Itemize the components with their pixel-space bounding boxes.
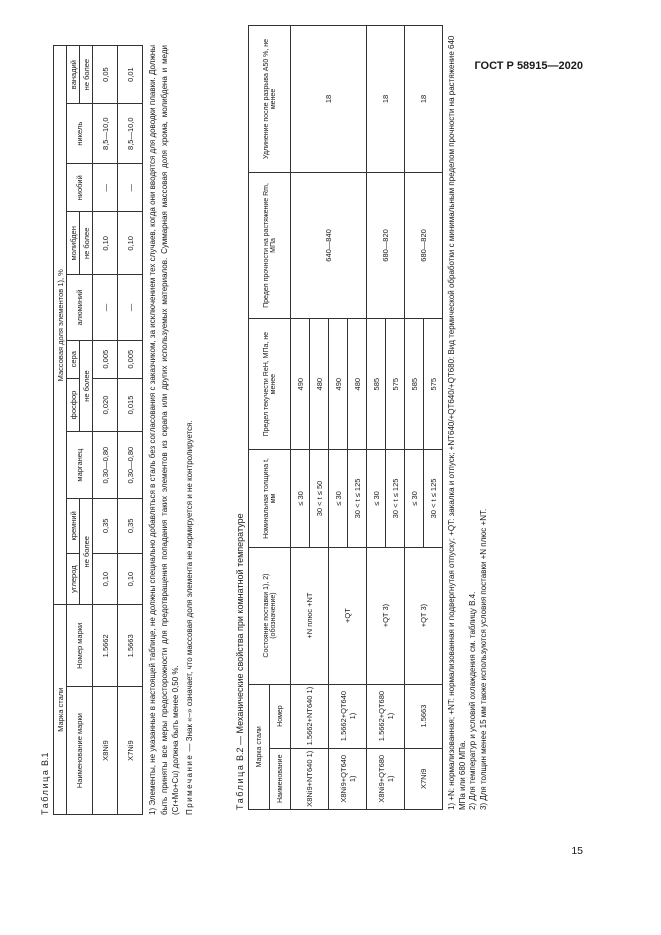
cell: 490 bbox=[291, 318, 310, 449]
cell: — bbox=[93, 275, 118, 340]
cell: 0,10 bbox=[118, 553, 143, 605]
cell: ≤ 30 bbox=[367, 450, 386, 547]
ne-bolee-label: не более bbox=[80, 340, 93, 432]
cell: 1.5663 bbox=[118, 605, 143, 687]
cell: 480 bbox=[348, 318, 367, 449]
cell: 30 < t ≤ 50 bbox=[310, 450, 329, 547]
cell: 575 bbox=[424, 318, 443, 449]
ne-bolee-label: не более bbox=[80, 212, 93, 275]
cell: 1.5662 bbox=[93, 605, 118, 687]
cell: 0,005 bbox=[118, 340, 143, 378]
cell: 8,5—10,0 bbox=[93, 104, 118, 164]
col-tensile: Предел прочности на растяжение Rm, МПа bbox=[249, 172, 291, 318]
cell: 0,10 bbox=[93, 212, 118, 275]
table-b2-block bbox=[235, 25, 489, 810]
cell: 0,01 bbox=[118, 46, 143, 104]
cell: 0,10 bbox=[93, 553, 118, 605]
col-element: никель bbox=[67, 104, 93, 164]
col-element: кремний bbox=[67, 498, 80, 553]
cell: X7Ni9 bbox=[118, 687, 143, 815]
cell: 0,05 bbox=[93, 46, 118, 104]
table-row bbox=[93, 46, 118, 815]
col-yield: Предел текучести ReH, МПа, не менее bbox=[249, 318, 291, 449]
grade-group-header: Марка стали bbox=[54, 605, 67, 815]
col-element: сера bbox=[67, 340, 80, 378]
cell: 30 < t ≤ 125 bbox=[424, 450, 443, 547]
grade-group-header: Марка стали bbox=[249, 684, 270, 809]
cell: X7Ni9 bbox=[405, 748, 443, 809]
cell: — bbox=[93, 164, 118, 212]
cell: 30 < t ≤ 125 bbox=[386, 450, 405, 547]
cell: 30 < t ≤ 125 bbox=[348, 450, 367, 547]
cell: 490 bbox=[329, 318, 348, 449]
col-state: Состояние поставки 1), 2) (обозначение) bbox=[249, 547, 291, 684]
cell: 585 bbox=[367, 318, 386, 449]
footnote-3: 3) Для толщин менее 15 мм также используются условия поставки +N плюс +NT. bbox=[478, 508, 488, 810]
cell: ≤ 30 bbox=[291, 450, 310, 547]
ne-bolee-label: не более bbox=[80, 46, 93, 104]
col-number: Номер bbox=[270, 684, 291, 748]
cell: X8Ni9 bbox=[93, 687, 118, 815]
cell: 18 bbox=[367, 26, 405, 173]
col-element: алюминий bbox=[67, 275, 93, 340]
cell: — bbox=[118, 275, 143, 340]
cell: 680—820 bbox=[405, 172, 443, 318]
cell: +QT 3) bbox=[405, 547, 443, 684]
cell: +N плюс +NT bbox=[291, 547, 329, 684]
cell: 480 bbox=[310, 318, 329, 449]
cell: 18 bbox=[291, 26, 367, 173]
cell: 0,020 bbox=[93, 378, 118, 432]
cell: ≤ 30 bbox=[329, 450, 348, 547]
document-id: ГОСТ Р 58915—2020 bbox=[474, 60, 583, 72]
cell: 0,015 bbox=[118, 378, 143, 432]
col-element: молибден bbox=[67, 212, 80, 275]
cell: +QT 3) bbox=[367, 547, 405, 684]
cell: X8Ni9+NT640 1) bbox=[291, 748, 329, 809]
cell: 1.5662+QT640 1) bbox=[329, 684, 367, 748]
cell: 585 bbox=[405, 318, 424, 449]
cell: 0,35 bbox=[93, 498, 118, 553]
table-b2-footnotes bbox=[447, 25, 489, 810]
cell: 0,30—0,80 bbox=[118, 432, 143, 499]
table-b1-note: Примечание — Знак «–» означает, что массовая доля элемента не нормируется и не контролируется. bbox=[184, 420, 194, 815]
col-thickness: Номинальная толщина t, мм bbox=[249, 450, 291, 547]
ne-bolee-label: не более bbox=[80, 498, 93, 605]
cell: 1.5662+NT640 1) bbox=[291, 684, 329, 748]
table-b1-footnote: 1) Элементы, не указанные в настоящей таблице, не должны специально добавляться в сталь без согласования с заказчиком, за исключением тех случаев, когда они вводятся для доводки плавки. Должны быть приняты все меры предосторожности для предотвращения попадания таких элементов из скрапа или других используемых материалов. Суммарная массовая доля хрома, молибдена и меди (Cr+Mo+Cu) должна быть менее 0,50 %. bbox=[148, 45, 180, 815]
table-b1 bbox=[53, 45, 143, 815]
mass-share-header: Массовая доля элементов 1), % bbox=[54, 46, 67, 606]
cell: 8,5—10,0 bbox=[118, 104, 143, 164]
col-grade-name: Наименование марки bbox=[67, 687, 93, 815]
cell: X8Ni9+QT680 1) bbox=[367, 748, 405, 809]
col-element: углерод bbox=[67, 553, 80, 605]
cell: 1.5663 bbox=[405, 684, 443, 748]
page-number: 15 bbox=[571, 845, 583, 857]
col-name: Наименование bbox=[270, 748, 291, 809]
cell: 18 bbox=[405, 26, 443, 173]
col-elongation: Удлинение после разрыва A50 %, не менее bbox=[249, 26, 291, 173]
cell: 1.5662+QT680 1) bbox=[367, 684, 405, 748]
table-b1-caption: Таблица В.1 bbox=[40, 752, 50, 815]
col-element: ванадий bbox=[67, 46, 80, 104]
cell: 0,005 bbox=[93, 340, 118, 378]
cell: X8Ni9+QT640 1) bbox=[329, 748, 367, 809]
footnote-1: 1) +N: нормализованная; +NT: нормализованная и подвергнутая отпуску; +QT: закалка и отпуск; +NT640/+QT640/+QT680: Вид термической обработки с минимальным пределом прочности на растяжение 640 МПа или 680 МПа. bbox=[447, 35, 467, 810]
table-b2 bbox=[248, 25, 443, 810]
table-row bbox=[291, 26, 310, 810]
cell: 575 bbox=[386, 318, 405, 449]
cell: 0,10 bbox=[118, 212, 143, 275]
cell: 680—820 bbox=[367, 172, 405, 318]
table-row bbox=[405, 26, 424, 810]
table-row bbox=[367, 26, 386, 810]
cell: — bbox=[118, 164, 143, 212]
col-element: марганец bbox=[67, 432, 93, 499]
table-b2-caption: Таблица В.2 — Механические свойства при комнатной температуре bbox=[235, 513, 245, 810]
footnote-2: 2) Для температур и условий охлаждения см. таблицу В.4. bbox=[468, 591, 477, 810]
col-element: ниобий bbox=[67, 164, 93, 212]
cell: ≤ 30 bbox=[405, 450, 424, 547]
col-grade-number: Номер марки bbox=[67, 605, 93, 687]
col-element: фосфор bbox=[67, 378, 80, 432]
cell: 0,35 bbox=[118, 498, 143, 553]
cell: +QT bbox=[329, 547, 367, 684]
cell: 640—840 bbox=[291, 172, 367, 318]
table-row bbox=[118, 46, 143, 815]
cell: 0,30—0,80 bbox=[93, 432, 118, 499]
table-b1-block bbox=[40, 45, 194, 815]
